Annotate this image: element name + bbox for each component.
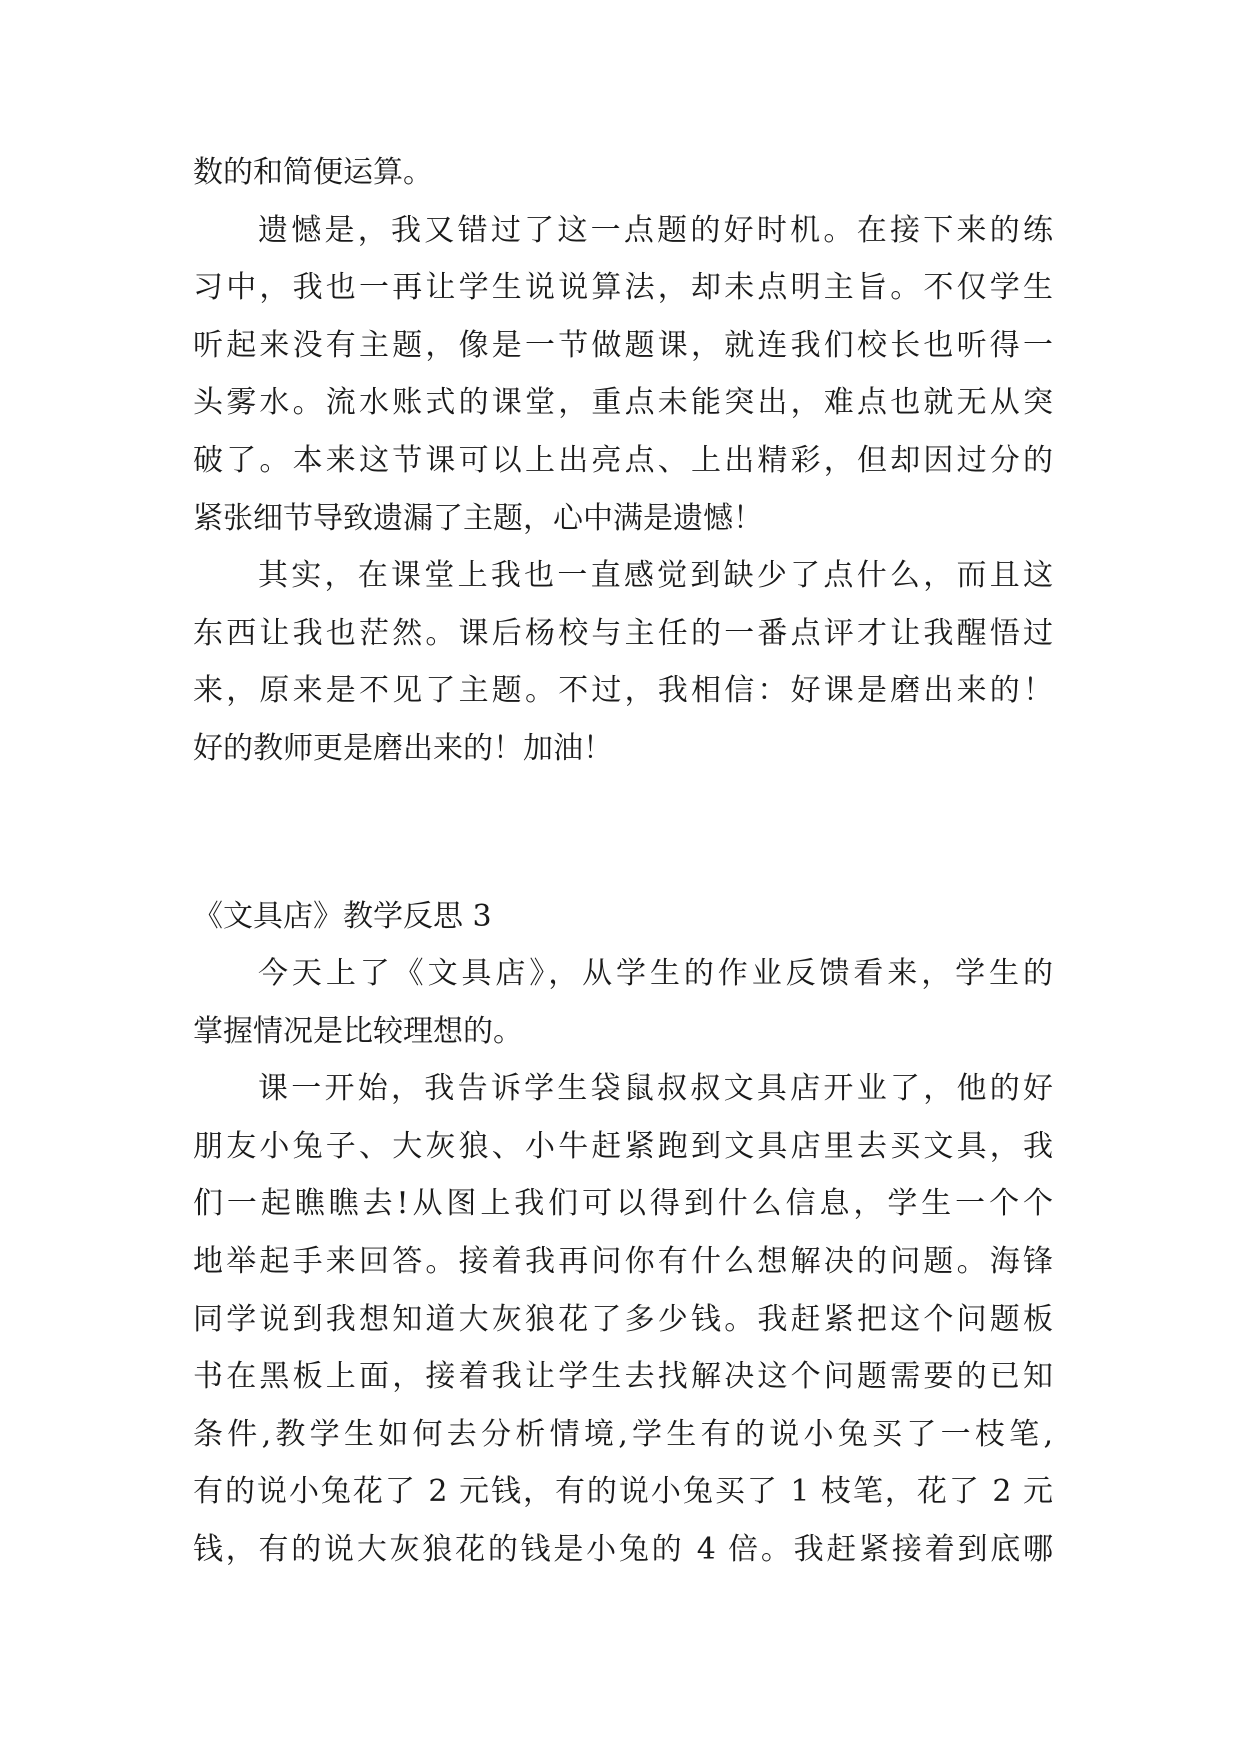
paragraph-line: 好的教师更是磨出来的！加油！ xyxy=(193,730,613,766)
paragraph-line: 遗憾是，我又错过了这一点题的好时机。在接下来的练 xyxy=(258,212,1053,248)
paragraph-line: 数的和简便运算。 xyxy=(193,155,433,190)
paragraph-line: 朋友小兔子、大灰狼、小牛赶紧跑到文具店里去买文具，我 xyxy=(193,1128,1053,1164)
paragraph-line: 习中，我也一再让学生说说算法，却未点明主旨。不仅学生 xyxy=(193,270,1053,306)
paragraph-line: 其实，在课堂上我也一直感觉到缺少了点什么，而且这 xyxy=(258,558,1053,594)
paragraph-line: 头雾水。流水账式的课堂，重点未能突出，难点也就无从突 xyxy=(193,385,1053,421)
paragraph-line: 紧张细节导致遗漏了主题，心中满是遗憾！ xyxy=(193,500,763,536)
paragraph-line: 钱，有的说大灰狼花的钱是小兔的 4 倍。我赶紧接着到底哪 xyxy=(193,1531,1053,1567)
section-2-body xyxy=(193,945,1053,1579)
paragraph-line: 掌握情况是比较理想的。 xyxy=(193,1013,523,1049)
paragraph-line: 条件,教学生如何去分析情境,学生有的说小兔买了一枝笔, xyxy=(193,1416,1053,1452)
paragraph-line: 东西让我也茫然。课后杨校与主任的一番点评才让我醒悟过 xyxy=(193,615,1053,651)
paragraph-line: 有的说小兔花了 2 元钱，有的说小兔买了 1 枝笔，花了 2 元 xyxy=(193,1474,1053,1510)
section-1-body xyxy=(193,144,1053,778)
paragraph-line: 们一起瞧瞧去!从图上我们可以得到什么信息，学生一个个 xyxy=(193,1186,1053,1222)
paragraph-line: 破了。本来这节课可以上出亮点、上出精彩，但却因过分的 xyxy=(193,442,1053,478)
paragraph-line: 课一开始，我告诉学生袋鼠叔叔文具店开业了，他的好 xyxy=(258,1071,1053,1107)
paragraph-line: 来，原来是不见了主题。不过，我相信：好课是磨出来的！ xyxy=(193,673,1053,709)
section-heading: 《文具店》教学反思 3 xyxy=(193,899,492,934)
paragraph-line: 书在黑板上面，接着我让学生去找解决这个问题需要的已知 xyxy=(193,1359,1053,1395)
paragraph-line: 同学说到我想知道大灰狼花了多少钱。我赶紧把这个问题板 xyxy=(193,1301,1053,1337)
paragraph-line: 地举起手来回答。接着我再问你有什么想解决的问题。海锋 xyxy=(193,1243,1053,1279)
paragraph-line: 听起来没有主题，像是一节做题课，就连我们校长也听得一 xyxy=(193,327,1053,363)
paragraph-line: 今天上了《文具店》，从学生的作业反馈看来，学生的 xyxy=(258,956,1053,991)
